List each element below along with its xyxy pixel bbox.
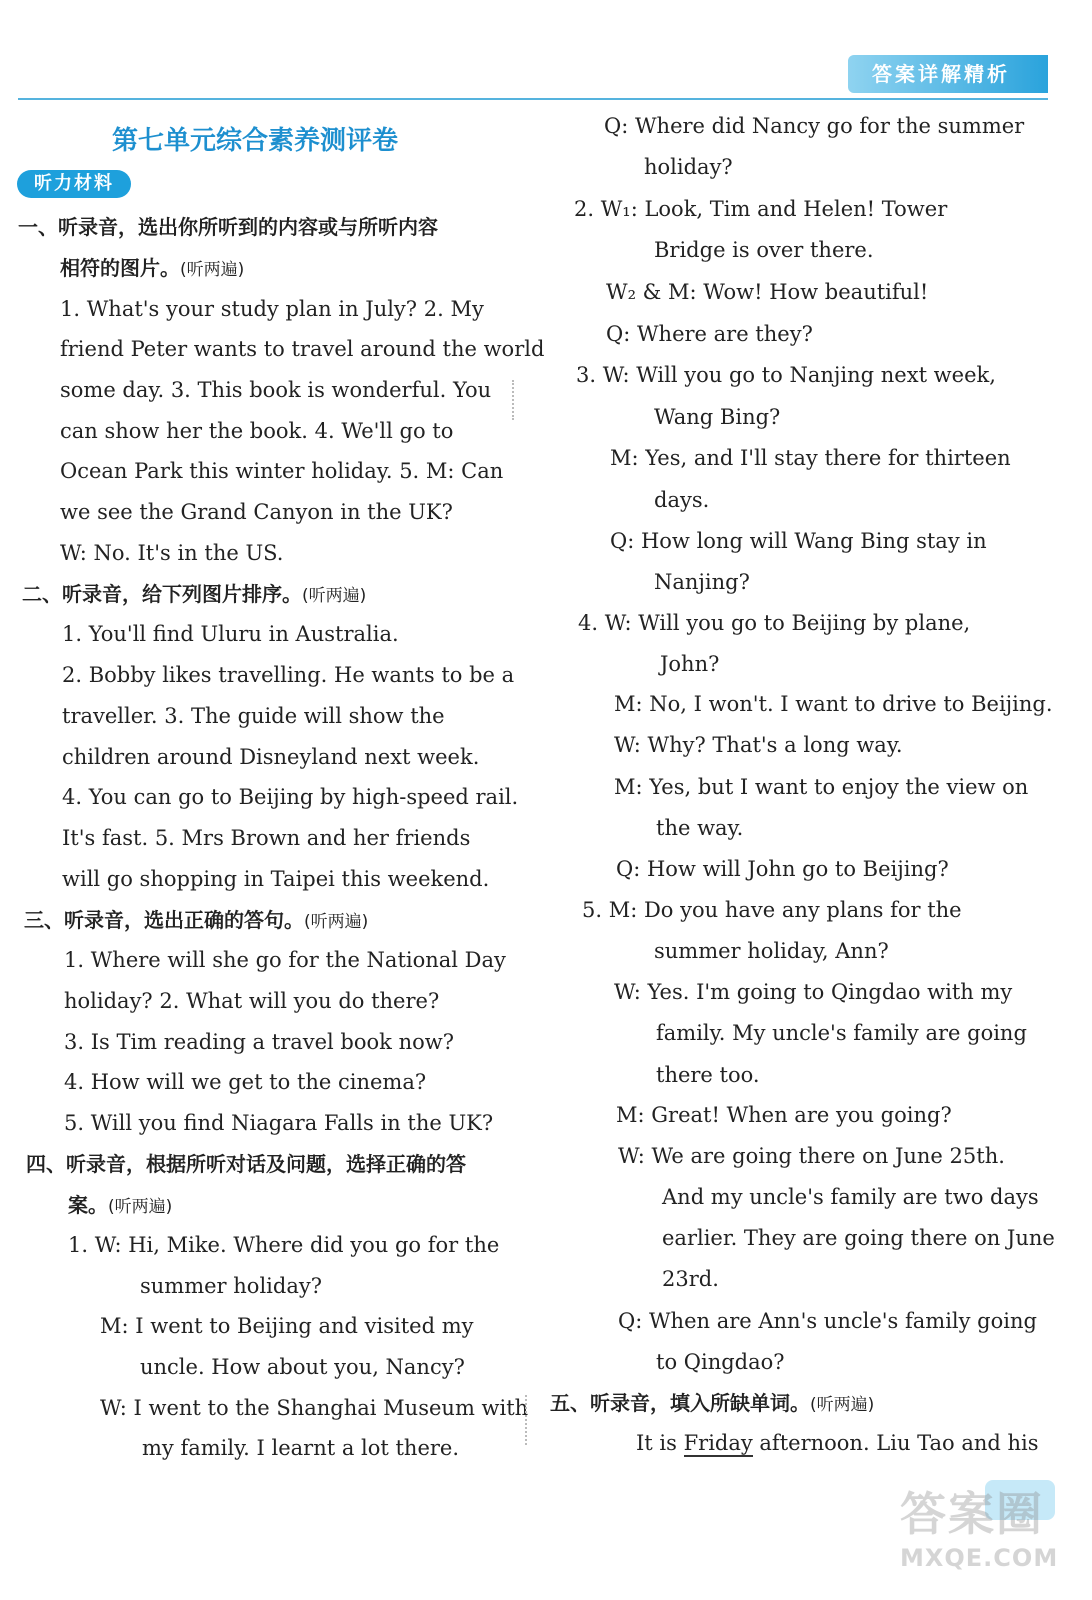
section-4-heading: 四、听录音，根据所听对话及问题，选择正确的答 (26, 1152, 466, 1176)
text-line: 5. Will you find Niagara Falls in the UK? (64, 1111, 494, 1135)
text-line: Wang Bing? (654, 405, 781, 429)
section-5-heading: 五、听录音，填入所缺单词。(听两遍) (550, 1391, 875, 1415)
text-line: 1. W: Hi, Mike. Where did you go for the (68, 1233, 500, 1257)
text-line: Ocean Park this winter holiday. 5. M: Can (60, 459, 504, 483)
section-1-heading: 一、听录音，选出你所听到的内容或与所听内容 (18, 215, 438, 239)
column-divider (525, 1395, 527, 1445)
text-line: And my uncle's family are two days (662, 1185, 1039, 1209)
text-line: we see the Grand Canyon in the UK? (60, 500, 453, 524)
text-line: there too. (656, 1063, 760, 1087)
text-line: 2. W₁: Look, Tim and Helen! Tower (574, 197, 948, 221)
text-line: 2. Bobby likes travelling. He wants to be a (62, 663, 515, 687)
text-line: 1. You'll find Uluru in Australia. (62, 622, 399, 646)
text-line: W: Why? That's a long way. (614, 733, 903, 757)
text-line: W: Yes. I'm going to Qingdao with my (614, 980, 1013, 1004)
text-line: 23rd. (662, 1267, 719, 1291)
watermark: 答案圈 MXQE.COM (900, 1487, 1059, 1572)
text-line: Bridge is over there. (654, 238, 874, 262)
column-divider (512, 380, 514, 420)
text-line: John? (660, 652, 720, 676)
text-line: Q: How will John go to Beijing? (616, 857, 949, 881)
text-line: family. My uncle's family are going (656, 1021, 1027, 1045)
text-line: days. (654, 488, 710, 512)
header-rule (18, 98, 1048, 100)
section-tag: 听力材料 (17, 170, 131, 198)
text-line: 1. Where will she go for the National Day (64, 948, 506, 972)
text-line: 4. W: Will you go to Beijing by plane, (578, 611, 971, 635)
text-line: summer holiday, Ann? (654, 939, 889, 963)
text-line: Q: How long will Wang Bing stay in (610, 529, 987, 553)
text-line: W: I went to the Shanghai Museum with (100, 1396, 529, 1420)
text-line: M: Yes, and I'll stay there for thirteen (610, 446, 1011, 470)
text-line: will go shopping in Taipei this weekend. (62, 867, 490, 891)
text-line: Nanjing? (654, 570, 750, 594)
text-line: holiday? 2. What will you do there? (64, 989, 440, 1013)
text-line: 4. How will we get to the cinema? (64, 1070, 427, 1094)
text-line: M: No, I won't. I want to drive to Beijing. (614, 692, 1053, 716)
text-line: Q: Where are they? (606, 322, 813, 346)
text-line: children around Disneyland next week. (62, 745, 480, 769)
text-line: some day. 3. This book is wonderful. You (60, 378, 492, 402)
section-3-heading: 三、听录音，选出正确的答句。(听两遍) (24, 908, 369, 932)
text-line: can show her the book. 4. We'll go to (60, 419, 454, 443)
text-line: summer holiday? (140, 1274, 322, 1298)
section-1-heading-cont: 相符的图片。(听两遍) (60, 256, 245, 280)
filled-answer: Friday (683, 1431, 753, 1455)
text-line: W: No. It's in the US. (60, 541, 284, 565)
text-line: holiday? (644, 155, 733, 179)
text-line: Q: Where did Nancy go for the summer (604, 114, 1025, 138)
text-line: friend Peter wants to travel around the world (60, 337, 545, 361)
header-badge: 答案详解精析 (848, 55, 1048, 93)
text-line: 3. Is Tim reading a travel book now? (64, 1030, 454, 1054)
text-line: It is Friday afternoon. Liu Tao and his (636, 1431, 1039, 1455)
section-2-heading: 二、听录音，给下列图片排序。(听两遍) (22, 582, 367, 606)
text-line: W: We are going there on June 25th. (618, 1144, 1005, 1168)
text-line: the way. (656, 816, 744, 840)
text-line: uncle. How about you, Nancy? (140, 1355, 465, 1379)
text-line: M: I went to Beijing and visited my (100, 1314, 474, 1338)
text-line: earlier. They are going there on June (662, 1226, 1055, 1250)
text-line: to Qingdao? (656, 1350, 785, 1374)
section-4-heading-cont: 案。(听两遍) (68, 1193, 173, 1217)
text-line: 5. M: Do you have any plans for the (582, 898, 962, 922)
text-line: 4. You can go to Beijing by high-speed rail. (62, 785, 519, 809)
text-line: my family. I learnt a lot there. (142, 1436, 460, 1460)
text-line: It's fast. 5. Mrs Brown and her friends (62, 826, 471, 850)
text-line: Q: When are Ann's uncle's family going (618, 1309, 1037, 1333)
text-line: M: Great! When are you going? (616, 1103, 952, 1127)
text-line: traveller. 3. The guide will show the (62, 704, 445, 728)
page-title: 第七单元综合素养测评卷 (112, 126, 399, 156)
text-line: W₂ & M: Wow! How beautiful! (606, 280, 929, 304)
text-line: 3. W: Will you go to Nanjing next week, (576, 363, 996, 387)
text-line: M: Yes, but I want to enjoy the view on (614, 775, 1029, 799)
text-line: 1. What's your study plan in July? 2. My (60, 297, 484, 321)
